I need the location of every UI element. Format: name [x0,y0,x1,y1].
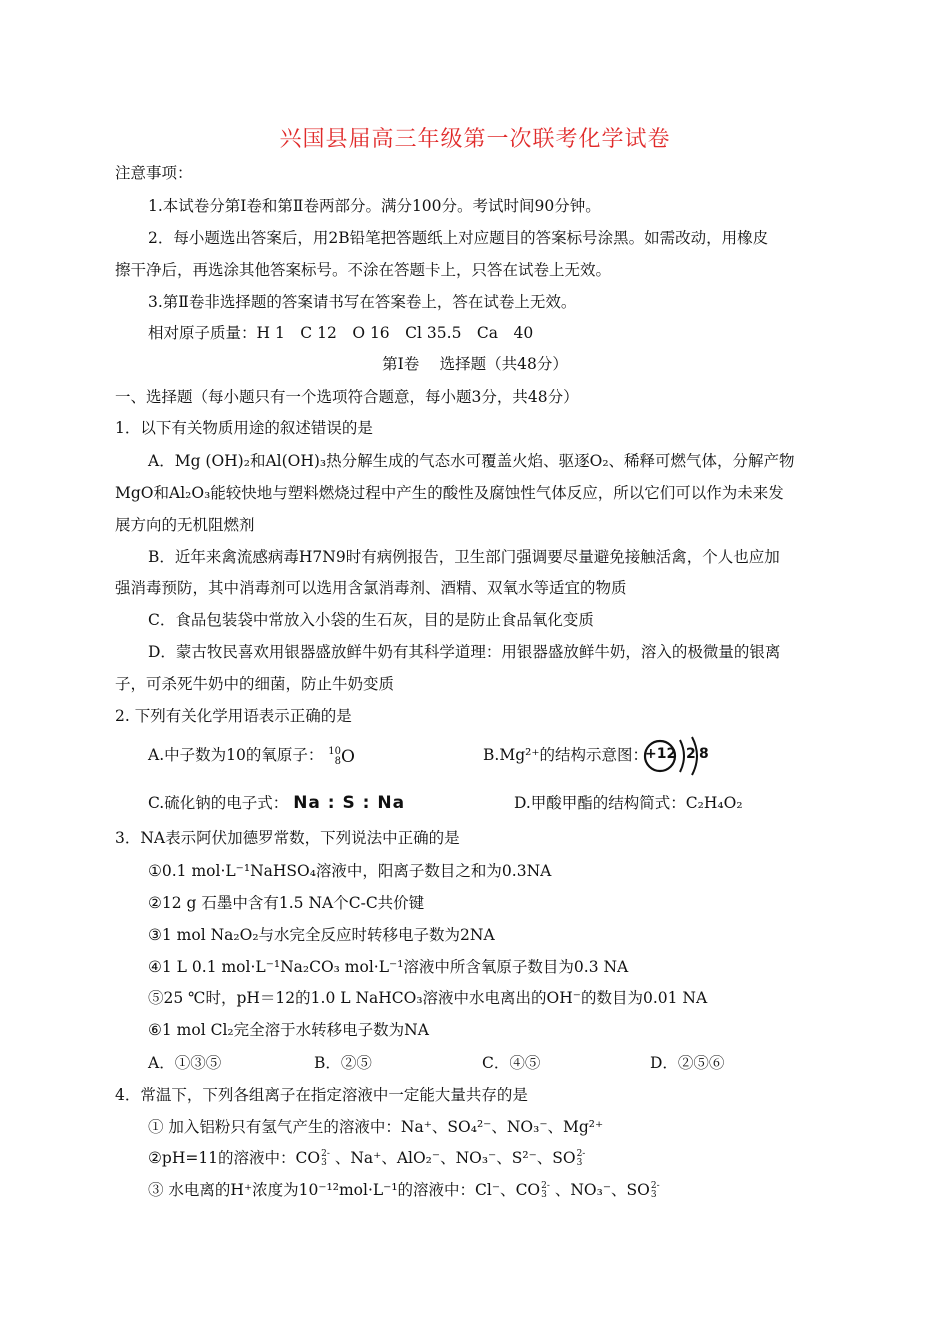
na2s-electron-formula: Na : S : Na [293,793,406,813]
ion-charge: 2- [650,1181,660,1191]
note-2a: 2．每小题选出答案后，用2B铅笔把答题纸上对应题目的答案标号涂黑。如需改动，用橡皮 [148,229,769,247]
note-1: 1.本试卷分第Ⅰ卷和第Ⅱ卷两部分。满分100分。考试时间90分钟。 [148,197,601,215]
q3-option-d: D．②⑤⑥ [650,1054,725,1072]
q3-statement-5: ⑤25 ℃时，pH＝12的1.0 L NaHCO₃溶液中水电离出的OH⁻的数目为0.01 NA [148,989,708,1007]
q3-option-a: A．①③⑤ [148,1054,222,1072]
electron-shell-1 [680,740,684,772]
nuclide-mass-number: 10 [328,745,342,757]
ion-subscript: 3 [321,1158,327,1168]
ion-subscript: 3 [541,1190,547,1200]
sulfite-ion [552,1148,585,1168]
q2-option-a [148,745,355,767]
q3-option-b: B．②⑤ [314,1054,372,1072]
q3-statement-4: ④1 L 0.1 mol·L⁻¹Na₂CO₃ mol·L⁻¹溶液中所含氧原子数目为0.3 NA [148,958,629,976]
q4-c2-prefix: ②pH=11的溶液中： [148,1149,296,1167]
oxygen-nuclide [328,746,355,767]
mg-ion-structure-diagram [640,734,720,778]
ion-charge: 2- [321,1149,330,1159]
carbonate-ion [516,1180,550,1200]
q3-stem: 3．NA表示阿伏加德罗常数，下列说法中正确的是 [115,829,460,847]
ion-symbol: SO [626,1181,650,1199]
q2-option-c-text: C.硫化钠的电子式： [148,794,289,812]
ion-charge: 2- [576,1149,586,1159]
q2-option-b [483,745,648,765]
q4-stem: 4．常温下，下列各组离子在指定溶液中一定能大量共存的是 [115,1086,528,1104]
ion-symbol: CO [515,1181,541,1199]
nuclide-atomic-number: 8 [334,755,342,767]
section-heading: 第Ⅰ卷 选择题（共48分） [382,355,568,373]
q4-condition-1: ① 加入铝粉只有氢气产生的溶液中：Na⁺、SO₄²⁻、NO₃⁻、Mg²⁺ [148,1118,604,1136]
q2-stem: 2. 下列有关化学用语表示正确的是 [115,707,352,725]
q1-option-a-line1: A．Mg (OH)₂和Al(OH)₃热分解生成的气态水可覆盖火焰、驱逐O₂、稀释可燃气体，分解产物 [148,452,795,470]
note-2b: 擦干净后，再选涂其他答案标号。不涂在答题卡上，只答在试卷上无效。 [115,261,612,279]
carbonate-ion [296,1148,330,1168]
shell-1-electrons: 2 [686,746,696,762]
q1-option-d-line2: 子，可杀死牛奶中的细菌，防止牛奶变质 [115,675,395,693]
sulfite-ion [627,1180,660,1200]
exam-title: 兴国县届高三年级第一次联考化学试卷 [279,127,671,152]
ion-subscript: 3 [650,1190,657,1200]
q4-condition-2 [148,1148,585,1168]
note-3: 3.第Ⅱ卷非选择题的答案请书写在答案卷上，答在试卷上无效。 [148,293,577,311]
ion-symbol: SO [552,1149,576,1167]
q3-statement-2: ②12 g 石墨中含有1.5 NA个C-C共价键 [148,894,425,912]
shell-2-electrons: 8 [699,746,709,762]
q1-stem: 1．以下有关物质用途的叙述错误的是 [115,419,373,437]
q4-condition-3 [148,1180,660,1200]
ion-subscript: 3 [576,1158,583,1168]
ion-symbol: CO [295,1149,321,1167]
q2-option-b-text: B.Mg²⁺的结构示意图： [483,746,649,764]
nuclide-symbol: O [341,746,355,767]
nucleus-charge: +12 [645,746,677,762]
notes-heading: 注意事项： [115,164,193,182]
q1-option-b-line1: B．近年来禽流感病毒H7N9时有病例报告，卫生部门强调要尽量避免接触活禽，个人也应加 [148,548,780,566]
q3-statement-1: ①0.1 mol·L⁻¹NaHSO₄溶液中，阳离子数目之和为0.3NA [148,862,552,880]
q1-option-d-line1: D．蒙古牧民喜欢用银器盛放鲜牛奶有其科学道理：用银器盛放鲜牛奶，溶入的极微量的银离 [148,643,781,661]
q1-option-a-line2: MgO和Al₂O₃能较快地与塑料燃烧过程中产生的酸性及腐蚀性气体反应，所以它们可以作为未来发 [115,484,784,502]
q3-statement-3: ③1 mol Na₂O₂与水完全反应时转移电子数为2NA [148,926,495,944]
q2-option-c [148,793,405,813]
atomic-masses: 相对原子质量：H 1 C 12 O 16 Cl 35.5 Ca 40 [148,324,534,342]
q2-option-a-text: A.中子数为10的氧原子： [148,746,324,764]
q1-option-b-line2: 强消毒预防，其中消毒剂可以选用含氯消毒剂、酒精、双氧水等适宜的物质 [115,579,627,597]
section-instruction: 一、选择题（每小题只有一个选项符合题意，每小题3分，共48分） [115,388,579,406]
q4-c2-middle: 、Na⁺、AlO₂⁻、NO₃⁻、S²⁻、 [329,1149,553,1167]
q1-option-a-line3: 展方向的无机阻燃剂 [115,516,255,534]
q3-statement-6: ⑥1 mol Cl₂完全溶于水转移电子数为NA [148,1021,429,1039]
ion-charge: 2- [541,1181,550,1191]
q1-option-c: C．食品包装袋中常放入小袋的生石灰，目的是防止食品氧化变质 [148,611,594,629]
q4-c3-middle: 、NO₃⁻、 [549,1181,627,1199]
q2-option-d: D.甲酸甲酯的结构简式：C₂H₄O₂ [514,794,743,812]
q3-option-c: C．④⑤ [482,1054,541,1072]
q4-c3-prefix: ③ 水电离的H⁺浓度为10⁻¹²mol·L⁻¹的溶液中：Cl⁻、 [148,1181,516,1199]
